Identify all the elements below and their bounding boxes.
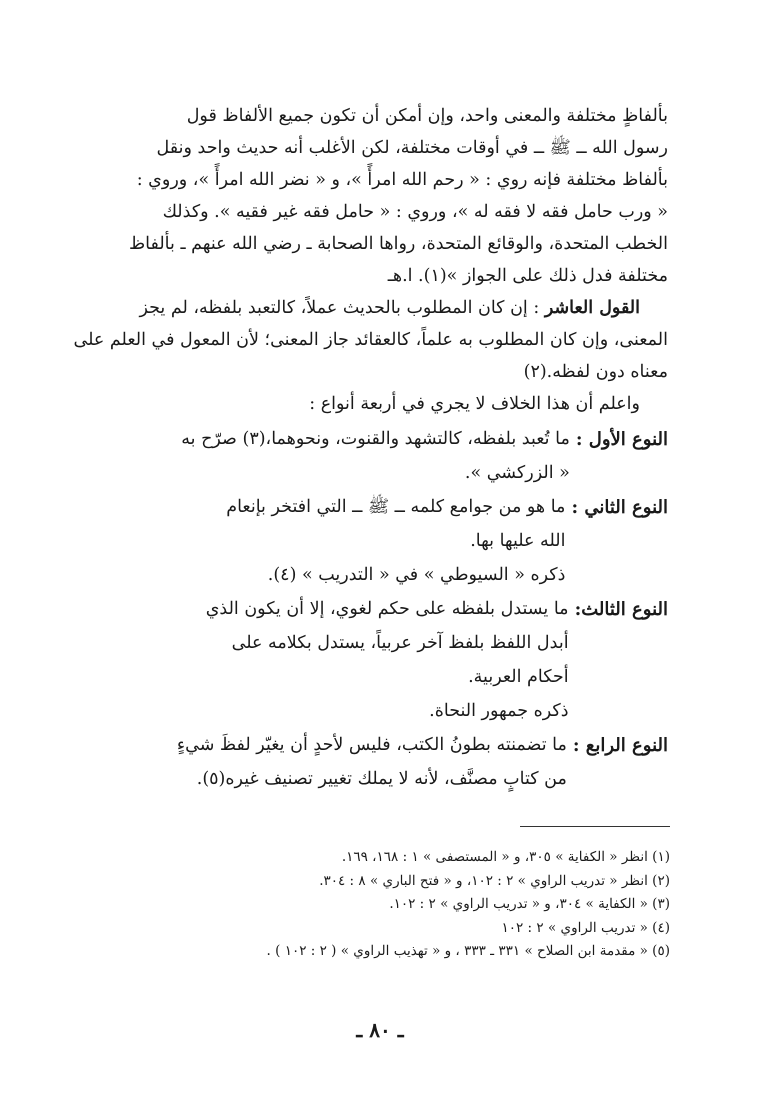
footnote: (٥) « مقدمة ابن الصلاح » ٣٣١ ـ ٣٣٣ ، و « تهذيب الراوي » ( ٢ : ١٠٢ ) . <box>266 943 670 959</box>
tenth-saying-lead: القول العاشر <box>544 298 640 318</box>
text-line: بألفاظٍ مختلفة والمعنى واحد، وإن أمكن أن تكون جميع الألفاظ قول <box>186 106 668 126</box>
text-line: معناه دون لفظه.(٢) <box>523 362 668 382</box>
type-text: ذكره جمهور النحاة. <box>429 701 569 721</box>
main-text <box>73 100 668 796</box>
tenth-saying-line <box>100 292 668 324</box>
type-text: ما يستدل بلفظه على حكم لغوي، إلا أن يكون الذي <box>205 599 569 619</box>
type-text: ما تضمنته بطونُ الكتب، فليس لأحدٍ أن يغيّر لفظَ شيءٍ <box>176 735 567 755</box>
text-line: المعنى، وإن كان المطلوب به علماً، كالعقائد جاز المعنى؛ لأن المعول في العلم على <box>73 330 668 350</box>
type-text: ذكره « السيوطي » في « التدريب » (٤). <box>267 565 566 585</box>
type-4 <box>100 728 668 796</box>
type-text: « الزركشي ». <box>464 463 570 483</box>
tenth-saying-text: : إن كان المطلوب بالحديث عملاً، كالتعبد بلفظه، لم يجز <box>139 298 545 318</box>
type-label: النوع الرابع : <box>572 735 668 756</box>
footnotes <box>150 846 670 964</box>
page-number: ـ ٨٠ ـ <box>356 1018 404 1042</box>
type-text: أبدل اللفظ بلفظ آخر عربياً، يستدل بكلامه على <box>231 633 569 653</box>
type-1 <box>100 422 668 490</box>
footnote: (١) انظر « الكفاية » ٣٠٥، و « المستصفى » ١ : ١٦٨، ١٦٩. <box>341 849 670 865</box>
footnote: (٢) انظر « تدريب الراوي » ٢ : ١٠٢، و « فتح الباري » ٨ : ٣٠٤. <box>319 872 670 889</box>
type-3 <box>100 592 668 728</box>
footnote-divider <box>520 826 670 827</box>
text-line: بألفاظ مختلفة فإنه روي : « رحم الله امرأً »، و « نضر الله امرأً »، وروي : <box>136 170 668 190</box>
types-intro: واعلم أن هذا الخلاف لا يجري في أربعة أنواع : <box>309 394 640 414</box>
type-2 <box>100 490 668 592</box>
type-text: الله عليها بها. <box>470 531 566 551</box>
type-text: من كتابٍ مصنَّف، لأنه لا يملك تغيير تصنيف غيره(٥). <box>196 769 567 789</box>
text-line: الخطب المتحدة، والوقائع المتحدة، رواها الصحابة ـ رضي الله عنهم ـ بألفاظ <box>128 234 668 254</box>
type-label: النوع الأول : <box>575 429 668 450</box>
footnote: (٤) « تدريب الراوي » ٢ : ١٠٢ <box>501 919 670 936</box>
footnote: (٣) « الكفاية » ٣٠٤، و « تدريب الراوي » ٢ : ١٠٢. <box>389 896 670 912</box>
type-text: ما هو من جوامع كلمه ــ ﷺ ــ التي افتخر بإنعام <box>226 497 566 517</box>
text-line: مختلفة فدل ذلك على الجواز »(١). ا.هـ <box>387 266 668 286</box>
text-line: « ورب حامل فقه لا فقه له »، وروي : « حامل فقه غير فقيه ». وكذلك <box>162 202 668 222</box>
type-text: ما تُعبد بلفظه، كالتشهد والقنوت، ونحوهما،(٣) صرّح به <box>181 429 570 449</box>
text-line: رسول الله ــ ﷺ ــ في أوقات مختلفة، لكن الأغلب أنه حديث واحد ونقل <box>156 138 668 158</box>
type-label: النوع الثاني : <box>571 497 668 518</box>
type-text: أحكام العربية. <box>468 667 569 687</box>
type-label: النوع الثالث: <box>574 599 668 620</box>
